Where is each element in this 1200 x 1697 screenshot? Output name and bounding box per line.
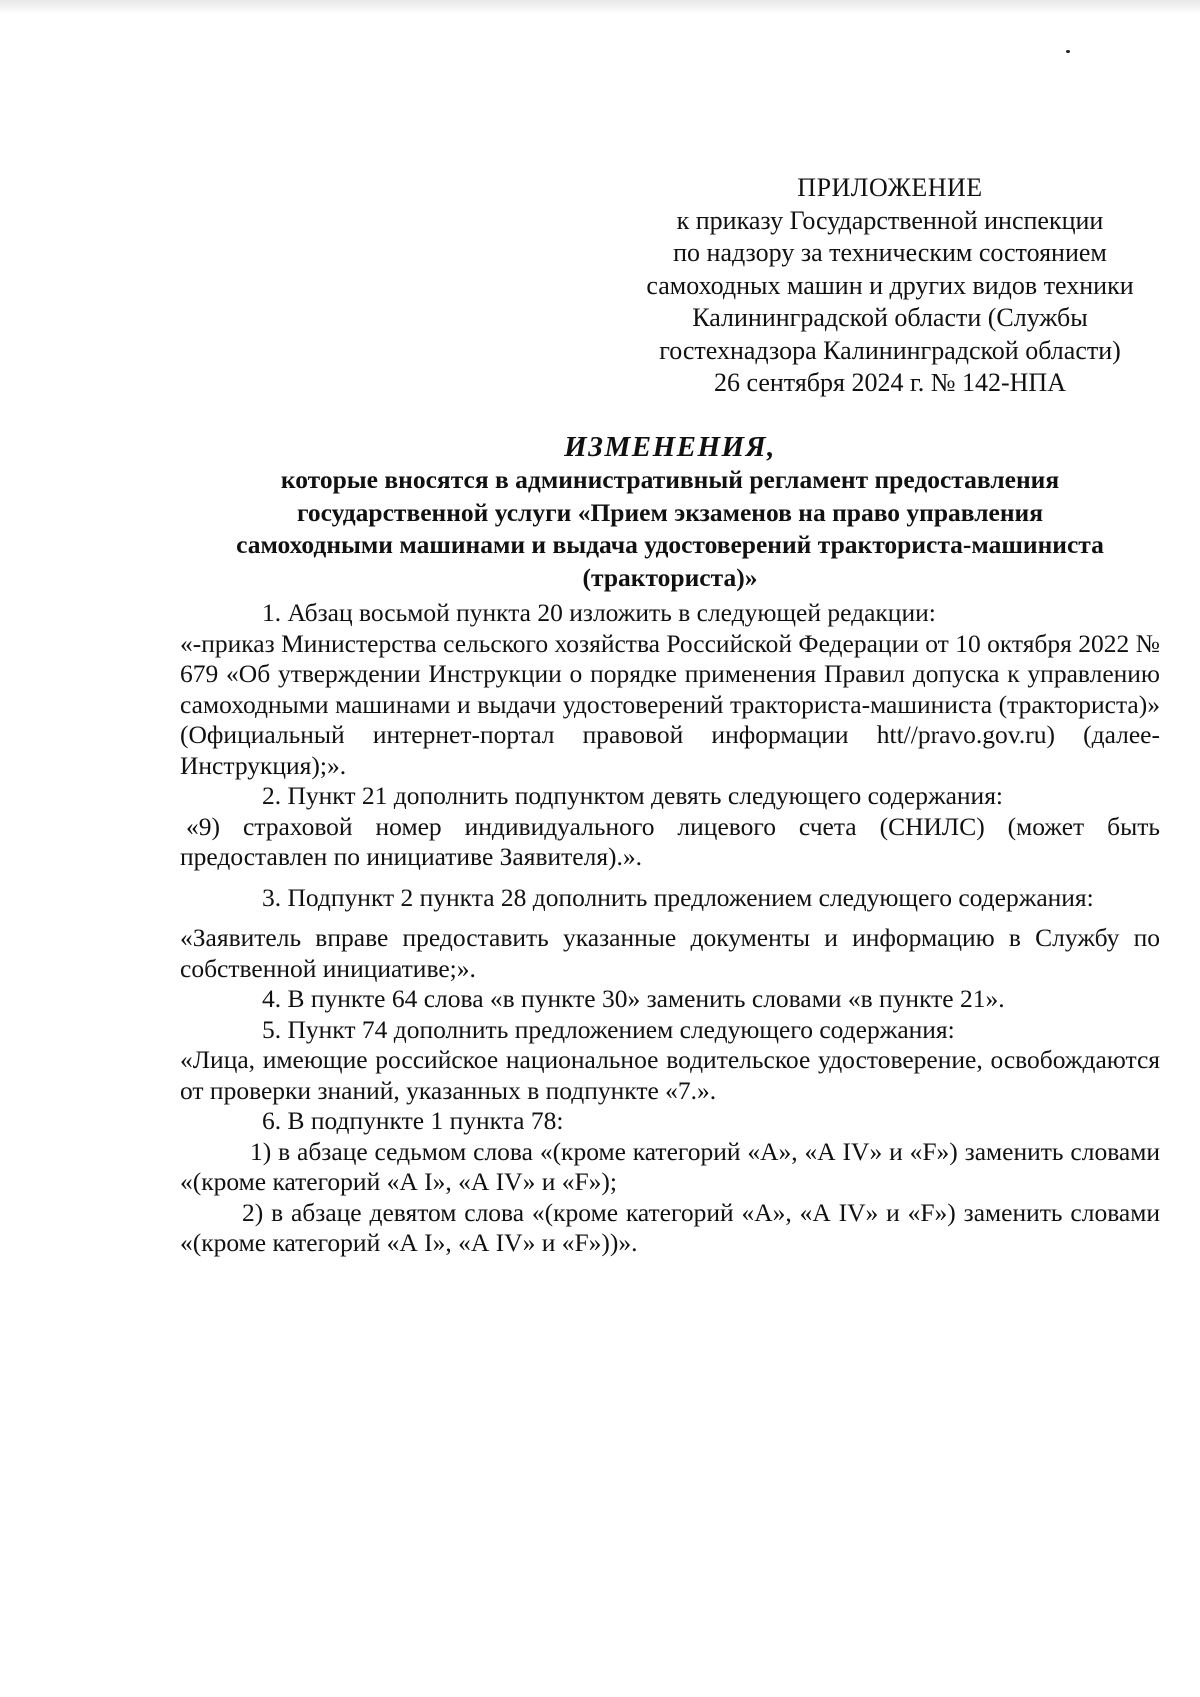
document-title: ИЗМЕНЕНИЯ, xyxy=(564,431,776,463)
document-heading xyxy=(180,430,1160,594)
item-6-subitem-2: 2) в абзаце девятом слова «(кроме категорий «А», «А IV» и «F») заменить словами «(кроме категорий «А I», «А IV» и «F»))». xyxy=(180,1197,1160,1257)
document-subtitle-line: которые вносятся в административный регламент предоставления xyxy=(280,465,1060,494)
document-subtitle-line: (тракториста)» xyxy=(582,562,758,592)
scan-top-edge xyxy=(0,0,1200,14)
appendix-line: гостехнадзора Калининградской области) xyxy=(659,335,1121,365)
item-5-text: «Лица, имеющие российское национальное водительское удостоверение, освобождаются от проверки знаний, указанных в подпункте «7.». xyxy=(180,1045,1160,1105)
appendix-line: самоходных машин и других видов техники xyxy=(646,270,1134,300)
appendix-line: по надзору за техническим состоянием xyxy=(673,238,1107,267)
item-3-text: «Заявитель вправе предоставить указанные документы и информацию в Службу по собственной инициативе;». xyxy=(180,923,1160,983)
appendix-line: к приказу Государственной инспекции xyxy=(676,205,1104,235)
item-5-intro: 5. Пункт 74 дополнить предложением следующего содержания: xyxy=(262,1014,955,1044)
item-1-text: «-приказ Министерства сельского хозяйства Российской Федерации от 10 октября 2022 № 679 «Об утверждении Инструкции о порядке применения Правил допуска к управлению самоходными машинами и выдачи удостоверений тракториста-машиниста (тракториста)» (Официальный интернет-портал правовой информации htt//pravo.gov.ru) (далее-Инструкция);». xyxy=(180,628,1160,780)
item-2-intro: 2. Пункт 21 дополнить подпунктом девять следующего содержания: xyxy=(262,781,1004,810)
item-1-intro: 1. Абзац восьмой пункта 20 изложить в следующей редакции: xyxy=(262,598,936,627)
appendix-line: Калининградской области (Службы xyxy=(692,303,1088,332)
document-body xyxy=(180,598,1160,1259)
item-4: 4. В пункте 64 слова «в пункте 30» заменить словами «в пункте 21». xyxy=(262,984,1005,1013)
item-6-intro: 6. В подпункте 1 пункта 78: xyxy=(262,1106,564,1135)
document-subtitle-line: самоходными машинами и выдача удостоверений тракториста-машиниста xyxy=(236,530,1104,559)
appendix-block xyxy=(620,172,1160,400)
document-subtitle-line: государственной услуги «Прием экзаменов на право управления xyxy=(296,497,1044,527)
appendix-title: ПРИЛОЖЕНИЕ xyxy=(797,173,983,202)
item-2-text: «9) страховой номер индивидуального лицевого счета (СНИЛС) (может быть предоставлен по инициативе Заявителя).». xyxy=(180,811,1160,871)
appendix-date-number: 26 сентября 2024 г. № 142-НПА xyxy=(713,368,1066,397)
scan-speck xyxy=(1066,50,1070,53)
item-6-subitem-1: 1) в абзаце седьмом слова «(кроме категорий «А», «А IV» и «F») заменить словами «(кроме категорий «А I», «А IV» и «F»); xyxy=(180,1136,1160,1196)
item-3-intro: 3. Подпункт 2 пункта 28 дополнить предложением следующего содержания: xyxy=(262,882,1094,912)
